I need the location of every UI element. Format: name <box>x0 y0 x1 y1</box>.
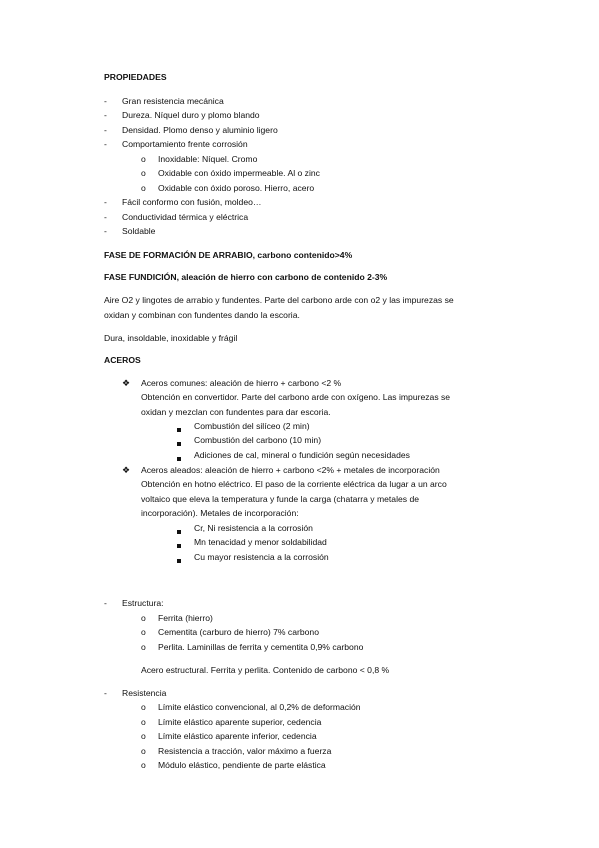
dash-marker: - <box>104 96 107 106</box>
aceros-comunes-line: oxidan y mezclan con fundentes para dar escoria. <box>141 407 331 417</box>
aceros-comunes-line: Obtención en convertidor. Parte del carbono arde con oxígeno. Las impurezas se <box>141 392 451 402</box>
list-item: Conductividad térmica y eléctrica <box>122 212 249 222</box>
circle-marker: o <box>141 168 146 178</box>
circle-marker: o <box>141 746 146 756</box>
square-bullet-icon <box>177 526 181 537</box>
sub-list-item: Perlita. Laminillas de ferrita y cementita 0,9% carbono <box>158 642 364 652</box>
section-title-aceros: ACEROS <box>104 355 141 365</box>
paragraph-line: oxidan y combinan con fundentes dando la escoria. <box>104 310 300 320</box>
diamond-bullet-icon: ❖ <box>122 378 131 388</box>
aceros-comunes-line: Aceros comunes: aleación de hierro + carbono <2 % <box>141 378 342 388</box>
sub-list-item: Oxidable con óxido poroso. Hierro, acero <box>158 183 315 193</box>
bullet-item: Combustión del carbono (10 min) <box>194 435 322 445</box>
circle-marker: o <box>141 642 146 652</box>
sub-list-item: Límite elástico convencional, al 0,2% de deformación <box>158 702 361 712</box>
sub-list-item: Cementita (carburo de hierro) 7% carbono <box>158 627 319 637</box>
square-bullet-icon <box>177 540 181 551</box>
resistencia-title: Resistencia <box>122 688 167 698</box>
sub-list-item: Resistencia a tracción, valor máximo a fuerza <box>158 746 332 756</box>
sub-list-item: Límite elástico aparente inferior, cedencia <box>158 731 317 741</box>
square-bullet-icon <box>177 555 181 566</box>
square-bullet-icon <box>177 453 181 464</box>
fase-arrabio-text: , carbono contenido>4% <box>252 250 353 260</box>
paragraph-line: Aire O2 y lingotes de arrabio y fundentes. Parte del carbono arde con o2 y las impurezas se <box>104 295 454 305</box>
circle-marker: o <box>141 627 146 637</box>
square-bullet-icon <box>177 424 181 435</box>
dash-marker: - <box>104 688 107 698</box>
dash-marker: - <box>104 125 107 135</box>
sub-list-item: Ferrita (hierro) <box>158 613 213 623</box>
fase-fundicion-title: FASE FUNDICIÓN <box>104 272 177 282</box>
circle-marker: o <box>141 613 146 623</box>
bullet-item: Combustión del silíceo (2 min) <box>194 421 310 431</box>
dash-marker: - <box>104 598 107 608</box>
circle-marker: o <box>141 717 146 727</box>
sub-list-item: Oxidable con óxido impermeable. Al o zinc <box>158 168 320 178</box>
dash-marker: - <box>104 212 107 222</box>
aceros-aleados-line: Obtención en hotno eléctrico. El paso de la corriente eléctrica da lugar a un arco <box>141 479 447 489</box>
aceros-aleados-line: incorporación). Metales de incorporación: <box>141 508 299 518</box>
bullet-item: Cr, Ni resistencia a la corrosión <box>194 523 313 533</box>
dash-marker: - <box>104 110 107 120</box>
dash-marker: - <box>104 197 107 207</box>
dash-marker: - <box>104 139 107 149</box>
bullet-item: Cu mayor resistencia a la corrosión <box>194 552 329 562</box>
circle-marker: o <box>141 702 146 712</box>
bullet-item: Mn tenacidad y menor soldabilidad <box>194 537 327 547</box>
list-item: Densidad. Plomo denso y aluminio ligero <box>122 125 278 135</box>
aceros-aleados-line: Aceros aleados: aleación de hierro + carbono <2% + metales de incorporación <box>141 465 440 475</box>
circle-marker: o <box>141 183 146 193</box>
paragraph-line: Dura, insoldable, inoxidable y frágil <box>104 333 238 343</box>
fase-arrabio-title: FASE DE FORMACIÓN DE ARRABIO <box>104 250 253 260</box>
list-item: Comportamiento frente corrosión <box>122 139 248 149</box>
list-item: Dureza. Níquel duro y plomo blando <box>122 110 260 120</box>
circle-marker: o <box>141 154 146 164</box>
dash-marker: - <box>104 226 107 236</box>
list-item: Gran resistencia mecánica <box>122 96 224 106</box>
estructura-note: Acero estructural. Ferrita y perlita. Contenido de carbono < 0,8 % <box>141 665 390 675</box>
sub-list-item: Límite elástico aparente superior, cedencia <box>158 717 322 727</box>
fase-arrabio-line <box>104 250 352 261</box>
fase-fundicion-line <box>104 272 387 283</box>
circle-marker: o <box>141 760 146 770</box>
square-bullet-icon <box>177 438 181 449</box>
circle-marker: o <box>141 731 146 741</box>
sub-list-item: Módulo elástico, pendiente de parte elástica <box>158 760 326 770</box>
aceros-aleados-line: voltaico que eleva la temperatura y funde la carga (chatarra y metales de <box>141 494 420 504</box>
section-title-propiedades: PROPIEDADES <box>104 72 167 82</box>
diamond-bullet-icon: ❖ <box>122 465 131 475</box>
bullet-item: Adiciones de cal, mineral o fundición según necesidades <box>194 450 410 460</box>
sub-list-item: Inoxidable: Níquel. Cromo <box>158 154 258 164</box>
list-item: Fácil conformo con fusión, moldeo… <box>122 197 262 207</box>
list-item: Soldable <box>122 226 156 236</box>
estructura-title: Estructura: <box>122 598 164 608</box>
fase-fundicion-text: , aleación de hierro con carbono de contenido 2-3% <box>176 272 388 282</box>
